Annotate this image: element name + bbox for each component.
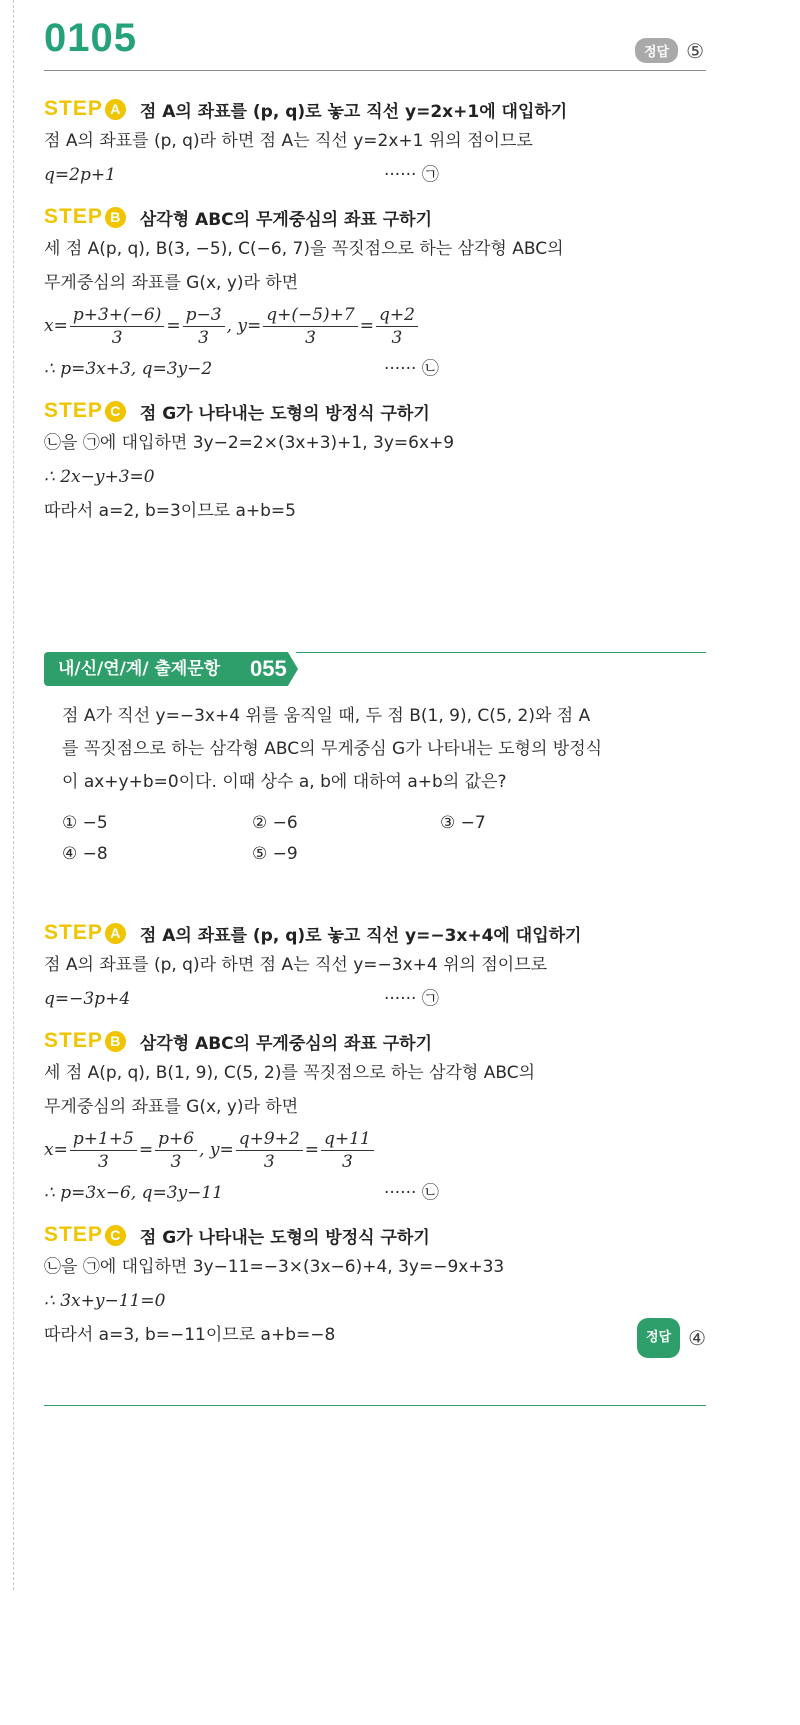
centroid-equation — [44, 300, 706, 352]
text-line: ㉡을 ㉠에 대입하면 3y−2=2×(3x+3)+1, 3y=6x+9 — [44, 433, 455, 453]
choice-5[interactable]: ⑤ −9 — [252, 844, 298, 864]
equation: ∴ p=3x−6, q=3y−11 — [44, 1183, 224, 1203]
equation-ref: ······ ㉠ — [384, 165, 439, 185]
step-label: STEP — [44, 1029, 103, 1052]
eq-part: = — [138, 1140, 154, 1160]
fraction — [321, 1128, 374, 1173]
problem-statement — [62, 700, 702, 799]
denominator: 3 — [305, 327, 316, 348]
eq-part: = — [359, 316, 374, 336]
answer-label: 정답 — [635, 38, 678, 63]
numerator: q+11 — [321, 1128, 374, 1151]
text-line: 무게중심의 좌표를 G(x, y)라 하면 — [44, 273, 299, 293]
choice-3[interactable]: ③ −7 — [440, 813, 486, 833]
answer-value: ④ — [688, 1326, 706, 1350]
step-title-text: 삼각형 ABC의 무게중심의 좌표 구하기 — [139, 1033, 433, 1054]
text-line: 세 점 A(p, q), B(3, −5), C(−6, 7)을 꼭짓점으로 하는 삼각형 ABC의 — [44, 239, 564, 259]
step-a-title — [44, 94, 706, 124]
step-title-text: 점 A의 좌표를 (p, q)로 놓고 직선 y=2x+1에 대입하기 — [139, 101, 568, 122]
equation-line — [44, 1176, 706, 1210]
answer-label: 정답 — [637, 1318, 680, 1358]
equation-ref: ······ ㉡ — [384, 359, 439, 379]
banner-text: 내/신/연/계/ 출제문항 — [58, 659, 221, 679]
equation-line — [44, 352, 706, 386]
equation-line — [44, 982, 706, 1016]
step-c-badge: C — [105, 401, 126, 422]
bottom-divider — [44, 1405, 706, 1406]
fraction — [236, 1128, 303, 1173]
centroid-equation — [44, 1124, 706, 1176]
step-label: STEP — [44, 399, 103, 422]
denominator: 3 — [263, 1151, 275, 1172]
equation: ∴ 2x−y+3=0 — [44, 467, 155, 487]
problem-line: 점 A가 직선 y=−3x+4 위를 움직일 때, 두 점 B(1, 9), C(5, 2)와 점 A — [62, 706, 591, 726]
choice-4[interactable]: ④ −8 — [62, 844, 108, 864]
denominator: 3 — [97, 1151, 109, 1172]
fraction — [70, 304, 165, 349]
step-c-title — [44, 396, 706, 426]
step-c-badge: C — [105, 1225, 126, 1246]
solution-1 — [44, 84, 706, 528]
step-label: STEP — [44, 97, 103, 120]
step-a-badge: A — [105, 923, 126, 944]
eq-part: , y= — [226, 316, 262, 336]
step-c-title — [44, 1220, 706, 1250]
text-line: 점 A의 좌표를 (p, q)라 하면 점 A는 직선 y=2x+1 위의 점이므로 — [44, 131, 533, 151]
fraction — [155, 1128, 197, 1173]
fraction — [70, 1128, 137, 1173]
step-title-text: 삼각형 ABC의 무게중심의 좌표 구하기 — [139, 209, 433, 230]
text-line: 무게중심의 좌표를 G(x, y)라 하면 — [44, 1097, 299, 1117]
conclusion-text: 따라서 a=3, b=−11이므로 a+b=−8 — [44, 1325, 336, 1345]
conclusion-line — [44, 1318, 706, 1352]
header-divider — [44, 70, 706, 71]
step-label: STEP — [44, 1223, 103, 1246]
equation: ∴ 3x+y−11=0 — [44, 1291, 166, 1311]
eq-part: , y= — [199, 1140, 234, 1160]
numerator: p+1+5 — [70, 1128, 137, 1151]
problem-line: 를 꼭짓점으로 하는 삼각형 ABC의 무게중심 G가 나타내는 도형의 방정식 — [62, 739, 603, 759]
conclusion-line: 따라서 a=2, b=3이므로 a+b=5 — [44, 501, 296, 521]
step-title-text: 점 G가 나타내는 도형의 방정식 구하기 — [139, 1227, 430, 1248]
banner-number: 055 — [250, 656, 287, 681]
text-line: 세 점 A(p, q), B(1, 9), C(5, 2)를 꼭짓점으로 하는 삼각형 ABC의 — [44, 1063, 536, 1083]
denominator: 3 — [198, 327, 209, 348]
step-a-title — [44, 918, 706, 948]
equation-ref: ······ ㉠ — [384, 989, 439, 1009]
step-label: STEP — [44, 205, 103, 228]
text-line: ㉡을 ㉠에 대입하면 3y−11=−3×(3x−6)+4, 3y=−9x+33 — [44, 1257, 505, 1277]
eq-part: = — [166, 316, 181, 336]
answer-value: ⑤ — [686, 38, 704, 63]
denominator: 3 — [111, 327, 123, 348]
step-title-text: 점 A의 좌표를 (p, q)로 놓고 직선 y=−3x+4에 대입하기 — [139, 925, 582, 946]
step-b-badge: B — [105, 1031, 126, 1052]
step-b-title — [44, 202, 706, 232]
equation: q=2p+1 — [44, 165, 116, 185]
numerator: p+6 — [155, 1128, 197, 1151]
choice-1[interactable]: ① −5 — [62, 813, 108, 833]
numerator: q+(−5)+7 — [263, 304, 358, 327]
solution-2 — [44, 908, 706, 1352]
banner-rule — [296, 652, 706, 653]
margin-divider — [13, 0, 14, 1590]
step-a-badge: A — [105, 99, 126, 120]
fraction — [263, 304, 358, 349]
equation: ∴ p=3x+3, q=3y−2 — [44, 359, 213, 379]
step-label: STEP — [44, 921, 103, 944]
equation: q=−3p+4 — [44, 989, 131, 1009]
eq-part: x= — [44, 316, 68, 336]
numerator: p−3 — [183, 304, 225, 327]
denominator: 3 — [341, 1151, 353, 1172]
related-problem-banner — [44, 652, 706, 688]
eq-part: x= — [44, 1140, 68, 1160]
problem-line: 이 ax+y+b=0이다. 이때 상수 a, b에 대하여 a+b의 값은? — [62, 772, 507, 792]
problem-number: 0105 — [44, 16, 137, 60]
answer-box-2 — [637, 1318, 706, 1358]
answer-box — [635, 38, 704, 63]
numerator: q+9+2 — [236, 1128, 303, 1151]
step-b-badge: B — [105, 207, 126, 228]
step-title-text: 점 G가 나타내는 도형의 방정식 구하기 — [139, 403, 430, 424]
fraction — [183, 304, 225, 349]
text-line: 점 A의 좌표를 (p, q)라 하면 점 A는 직선 y=−3x+4 위의 점이므로 — [44, 955, 548, 975]
step-b-title — [44, 1026, 706, 1056]
denominator: 3 — [391, 327, 403, 348]
eq-part: = — [304, 1140, 319, 1160]
numerator: p+3+(−6) — [70, 304, 165, 327]
numerator: q+2 — [376, 304, 418, 327]
choice-2[interactable]: ② −6 — [252, 813, 298, 833]
equation-ref: ······ ㉡ — [384, 1183, 439, 1203]
problem-header — [44, 16, 704, 72]
fraction — [376, 304, 418, 349]
equation-line — [44, 158, 706, 192]
denominator: 3 — [170, 1151, 182, 1172]
